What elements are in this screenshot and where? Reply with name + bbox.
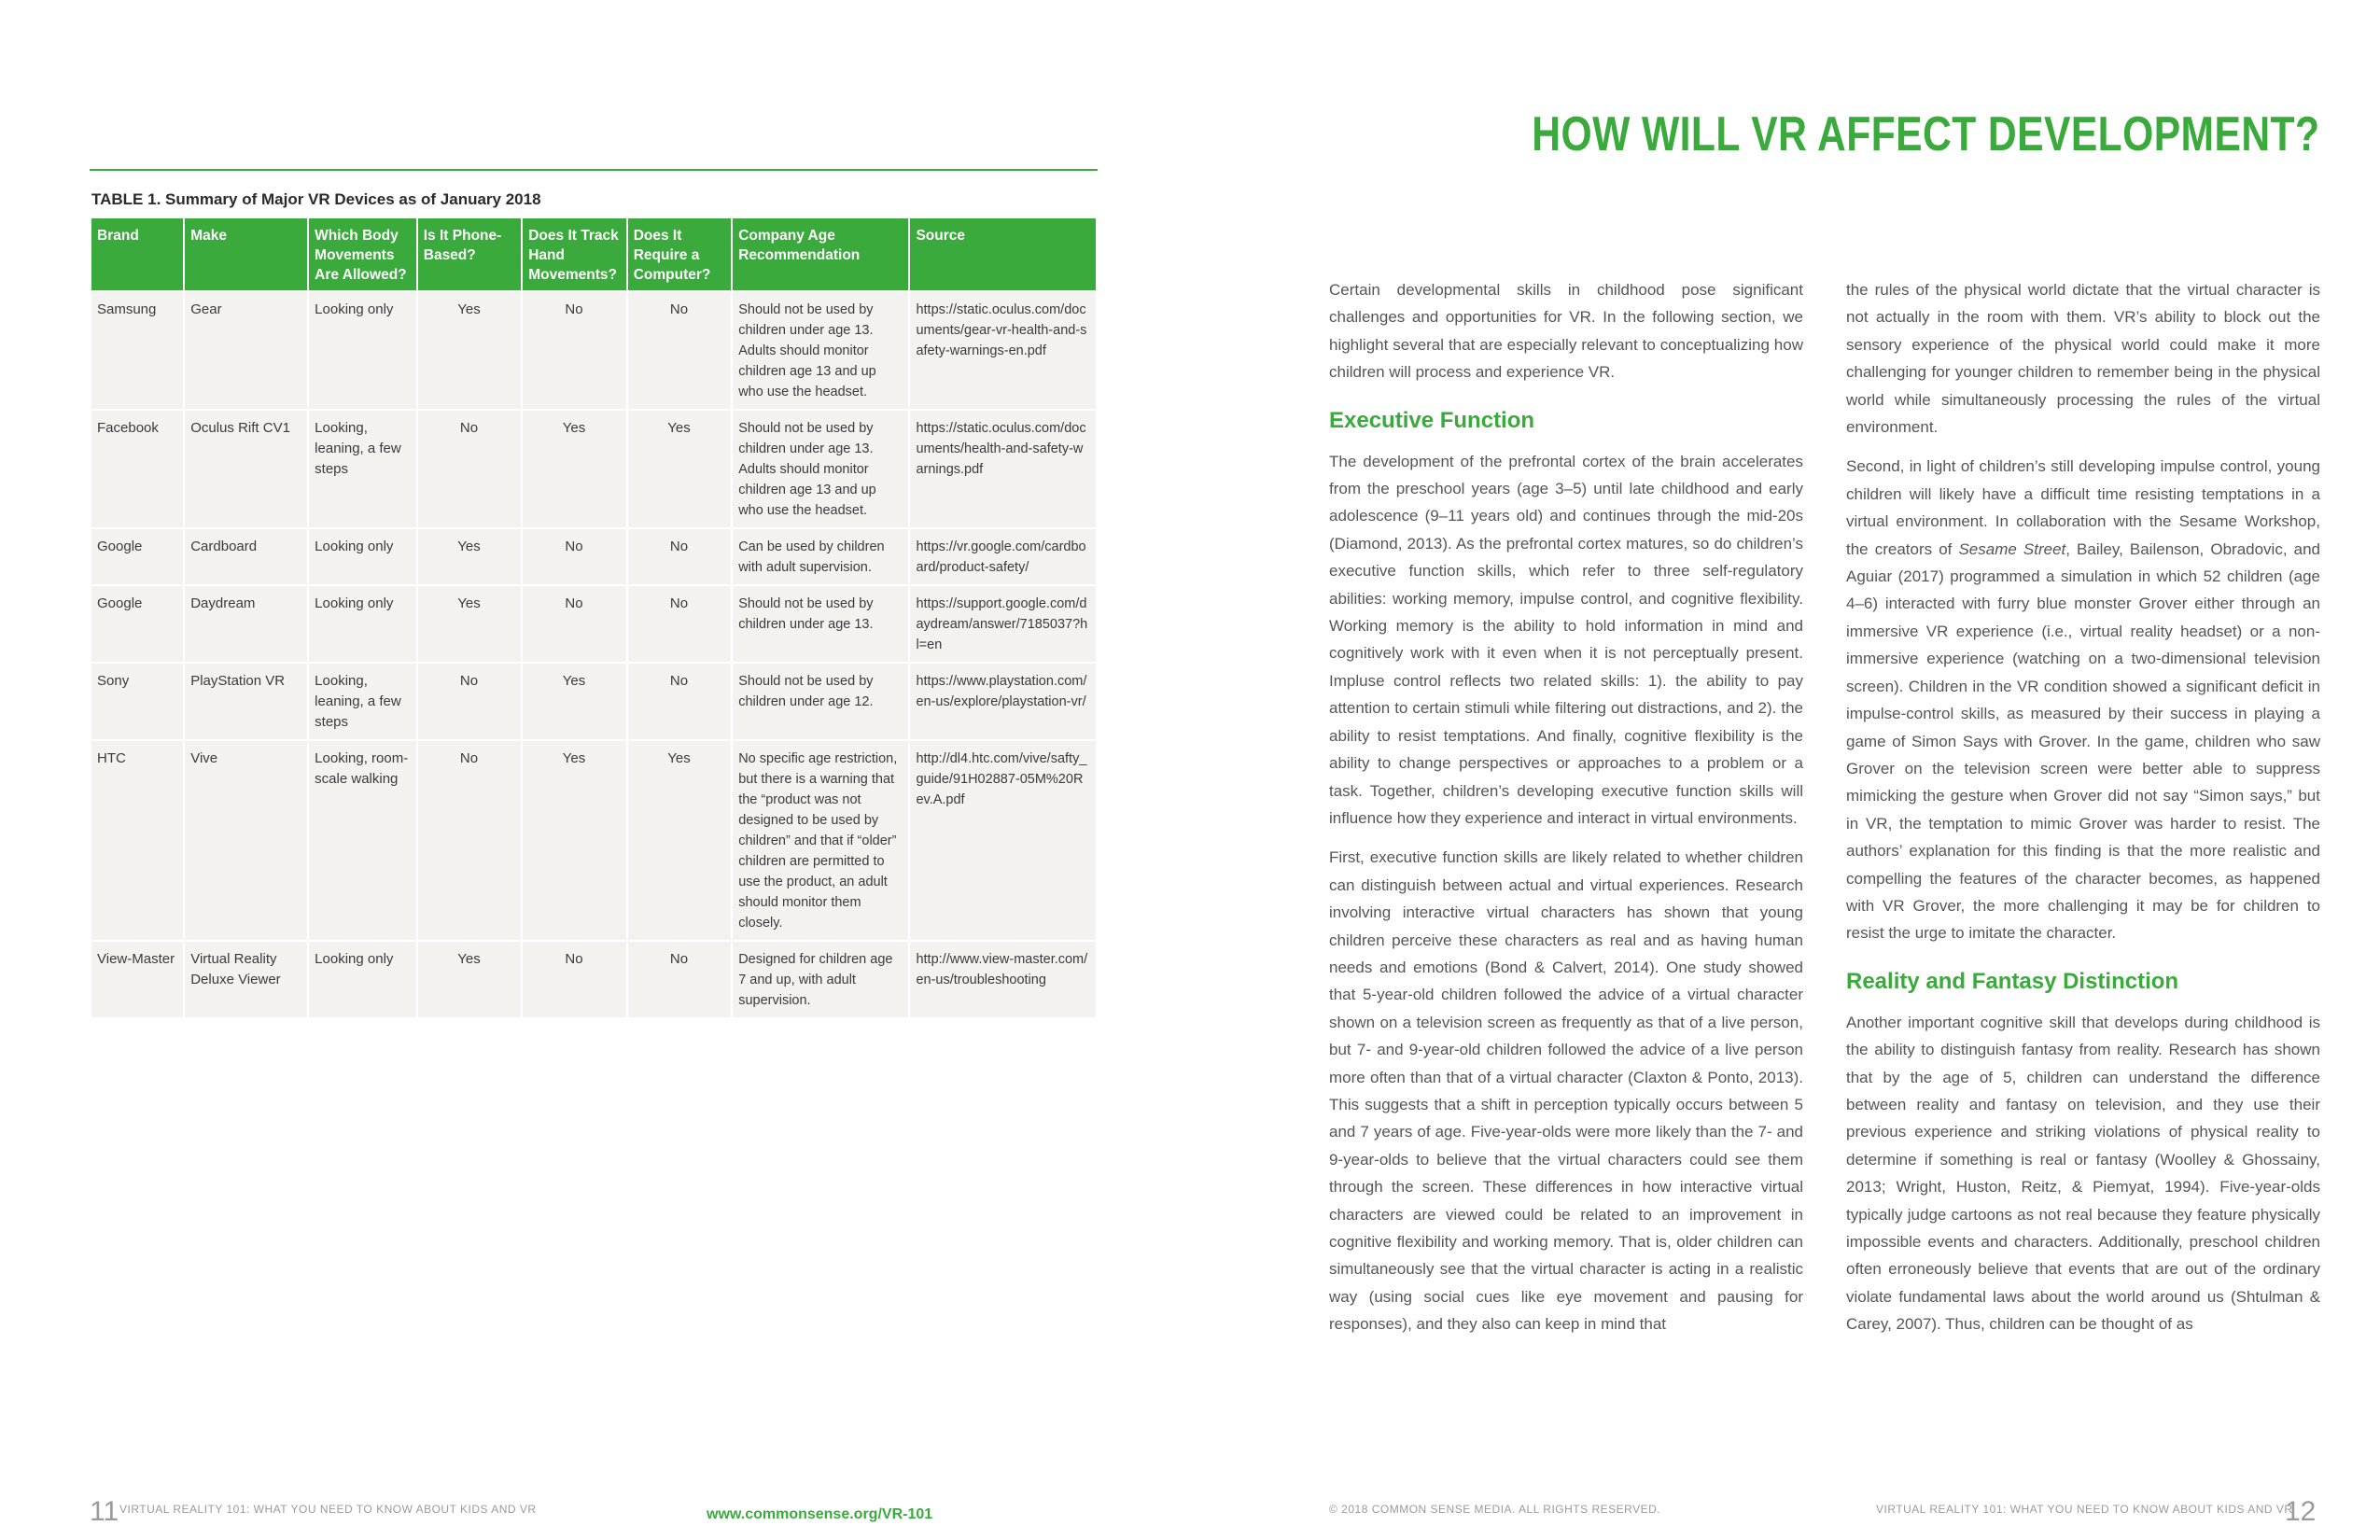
header-brand: Brand (91, 218, 183, 292)
cell-age: Should not be used by children under age 13. Adults should monitor children age 13 and up who use the headset. (733, 411, 908, 529)
footer-copyright: © 2018 COMMON SENSE MEDIA. ALL RIGHTS RESERVED. (1329, 1503, 1661, 1516)
cell-movements: Looking, leaning, a few steps (309, 664, 416, 741)
cell-source: https://support.google.com/daydream/answer/7185037?hl=en (910, 586, 1096, 664)
table-row (91, 942, 1096, 1019)
cell-computer: No (628, 292, 731, 411)
cell-make: Daydream (185, 586, 307, 664)
continued-paragraph: the rules of the physical world dictate that the virtual character is not actually in the room with them. VR’s ability to block out the sensory experience of the physical world could make it more challenging for younger children to remember being in the physical world while simultaneously processing the rules of the virtual environment. (1846, 281, 2320, 437)
cell-brand: HTC (91, 741, 183, 942)
cell-make: Cardboard (185, 529, 307, 586)
cell-brand: Samsung (91, 292, 183, 411)
cell-source: http://www.view-master.com/en-us/troubleshooting (910, 942, 1096, 1019)
cell-phone: Yes (418, 529, 521, 586)
cell-movements: Looking only (309, 942, 416, 1019)
cell-hand: Yes (523, 411, 625, 529)
cell-movements: Looking only (309, 292, 416, 411)
table-row (91, 664, 1096, 741)
cell-movements: Looking only (309, 529, 416, 586)
cell-hand: No (523, 292, 625, 411)
page-number-right: 12 (2285, 1496, 2317, 1527)
cell-age: Designed for children age 7 and up, with adult supervision. (733, 942, 908, 1019)
cell-make: Virtual Reality Deluxe Viewer (185, 942, 307, 1019)
cell-movements: Looking, room-scale walking (309, 741, 416, 942)
impulse-paragraph (1846, 453, 2320, 946)
cell-phone: No (418, 664, 521, 741)
cell-source: https://static.oculus.com/documents/health-and-safety-warnings.pdf (910, 411, 1096, 529)
header-require-computer: Does It Require a Computer? (628, 218, 731, 292)
cell-phone: No (418, 741, 521, 942)
cell-brand: Google (91, 529, 183, 586)
cell-make: PlayStation VR (185, 664, 307, 741)
header-body-movements: Which Body Movements Are Allowed? (309, 218, 416, 292)
executive-paragraph-1: The development of the prefrontal cortex of the brain accelerates from the preschool years (age 3–5) until late childhood and early adolescence (9–11 years old) and continues through the mid-20s (Diamond, 2013). As the prefrontal cortex matures, so do children’s executive function skills, which refer to three self-regulatory abilities: working memory, impulse control, and cognitive flexibility. Working memory is the ability to hold information in mind and cognitively work with it even when it is not perceptually present. Impluse control reflects two related skills: 1). the ability to pay attention to certain stimuli while filtering out distractions, and 2). the ability to resist temptations. And finally, cognitive flexibility is the ability to change perspectives or approaches to a problem or a task. Together, children’s developing executive function skills will influence how they experience and interact in virtual environments. (1329, 452, 1803, 827)
header-make: Make (185, 218, 307, 292)
header-track-hand: Does It Track Hand Movements? (523, 218, 625, 292)
cell-computer: No (628, 529, 731, 586)
cell-computer: Yes (628, 411, 731, 529)
vr-devices-table (90, 218, 1098, 1019)
cell-hand: Yes (523, 664, 625, 741)
cell-computer: Yes (628, 741, 731, 942)
cell-computer: No (628, 586, 731, 664)
reality-paragraph: Another important cognitive skill that develops during childhood is the ability to distinguish fantasy from reality. Research has shown that by the age of 5, children can understand the difference between reality and fantasy on television, and they use their previous experience and striking violations of physical reality to determine if something is real or fantasy (Woolley & Ghossainy, 2013; Wright, Huston, Reitz, & Piemyat, 1994). Five-year-olds typically judge cartoons as not real because they feature physically impossible events and characters. Additionally, preschool children often erroneously believe that events that are out of the ordinary violate fundamental laws about the world around us (Shtulman & Carey, 2007). Thus, children can be thought of as (1846, 1013, 2320, 1334)
heading-reality-fantasy: Reality and Fantasy Distinction (1846, 968, 2179, 994)
cell-hand: No (523, 586, 625, 664)
cell-computer: No (628, 664, 731, 741)
cell-hand: No (523, 942, 625, 1019)
table-header-row (91, 218, 1096, 292)
article-column-right (1846, 276, 2320, 1351)
table-row (91, 529, 1096, 586)
cell-age: No specific age restriction, but there is a warning that the “product was not designed to be used by children” and that if “older” children are permitted to use the product, an adult should monitor them closely. (733, 741, 908, 942)
cell-phone: Yes (418, 292, 521, 411)
cell-make: Gear (185, 292, 307, 411)
footer-title-left: VIRTUAL REALITY 101: WHAT YOU NEED TO KNOW ABOUT KIDS AND VR (119, 1503, 537, 1516)
cell-age: Should not be used by children under age 12. (733, 664, 908, 741)
cell-movements: Looking, leaning, a few steps (309, 411, 416, 529)
cell-phone: Yes (418, 942, 521, 1019)
cell-make: Oculus Rift CV1 (185, 411, 307, 529)
header-phone-based: Is It Phone-Based? (418, 218, 521, 292)
section-rule (90, 169, 1098, 171)
cell-brand: Sony (91, 664, 183, 741)
page-title: HOW WILL VR AFFECT DEVELOPMENT? (1531, 107, 2319, 161)
table-title: TABLE 1. Summary of Major VR Devices as of January 2018 (91, 190, 541, 208)
cell-computer: No (628, 942, 731, 1019)
table-row (91, 586, 1096, 664)
executive-paragraph-2: First, executive function skills are likely related to whether children can distinguish between actual and virtual experiences. Research involving interactive virtual characters has shown that young children perceive these characters as real and as having human needs and emotions (Bond & Calvert, 2014). One study showed that 5-year-old children followed the advice of a virtual character shown on a television screen as frequently as that of a live person, but 7- and 9-year-old children followed the advice of a live person more often than that of a virtual character (Claxton & Ponto, 2013). This suggests that a shift in perception typically occurs between 5 and 7 years of age. Five-year-olds were more likely than the 7- and 9-year-olds to believe that the virtual characters could see them through the screen. These differences in how interactive virtual characters are viewed could be related to an improvement in cognitive flexibility and working memory. That is, older children can simultaneously see that the virtual character is acting in a realistic way (using social cues like eye movement and pausing for responses), and they also can keep in mind that (1329, 848, 1803, 1334)
cell-hand: Yes (523, 741, 625, 942)
page-number-left: 11 (90, 1496, 119, 1527)
table-row (91, 411, 1096, 529)
intro-paragraph: Certain developmental skills in childhood pose significant challenges and opportunities for VR. In the following section, we highlight several that are especially relevant to conceptualizing how children will process and experience VR. (1329, 281, 1803, 382)
cell-age: Should not be used by children under age 13. Adults should monitor children age 13 and up who use the headset. (733, 292, 908, 411)
header-age-recommendation: Company Age Recommendation (733, 218, 908, 292)
sesame-street-title: Sesame Street (1958, 539, 2066, 558)
cell-phone: No (418, 411, 521, 529)
footer-url[interactable]: www.commonsense.org/VR-101 (707, 1506, 933, 1522)
cell-movements: Looking only (309, 586, 416, 664)
cell-brand: View-Master (91, 942, 183, 1019)
cell-source: https://www.playstation.com/en-us/explore/playstation-vr/ (910, 664, 1096, 741)
table-row (91, 741, 1096, 942)
header-source: Source (910, 218, 1096, 292)
impulse-text-a: Second, in light of children’s still developing impulse control, young children will likely have a difficult time resisting temptations in a virtual environment. In collaboration with the Sesame Workshop, the creators of (1846, 457, 2320, 558)
article-column-left (1329, 276, 1803, 1351)
cell-phone: Yes (418, 586, 521, 664)
cell-hand: No (523, 529, 625, 586)
impulse-text-b: , Bailey, Bailenson, Obradovic, and Aguiar (2017) programmed a simulation in which 52 children (age 4–6) interacted with furry blue monster Grover either through an immersive VR experience (i.e., virtual reality headset) or a non-immersive experience (watching on a two-dimensional television screen). Children in the VR condition showed a significant deficit in impulse-control skills, as measured by their success in playing a game of Simon Says with Grover. In the game, children who saw Grover on the television screen were better able to suppress mimicking the gesture when Grover did not say “Simon says,” but in VR, the temptation to mimic Grover was harder to resist. The authors’ explanation for this finding is that the more realistic and compelling the features of the character becomes, as happened with VR Grover, the more challenging it may be for children to resist the urge to imitate the character. (1846, 539, 2320, 943)
cell-source: http://dl4.htc.com/vive/safty_guide/91H02887-05M%20Rev.A.pdf (910, 741, 1096, 942)
cell-source: https://static.oculus.com/documents/gear-vr-health-and-safety-warnings-en.pdf (910, 292, 1096, 411)
footer-title-right: VIRTUAL REALITY 101: WHAT YOU NEED TO KNOW ABOUT KIDS AND VR (1876, 1503, 2293, 1516)
cell-brand: Facebook (91, 411, 183, 529)
cell-age: Should not be used by children under age 13. (733, 586, 908, 664)
heading-executive-function: Executive Function (1329, 407, 1535, 433)
cell-source: https://vr.google.com/cardboard/product-safety/ (910, 529, 1096, 586)
cell-brand: Google (91, 586, 183, 664)
cell-age: Can be used by children with adult supervision. (733, 529, 908, 586)
table-row (91, 292, 1096, 411)
cell-make: Vive (185, 741, 307, 942)
